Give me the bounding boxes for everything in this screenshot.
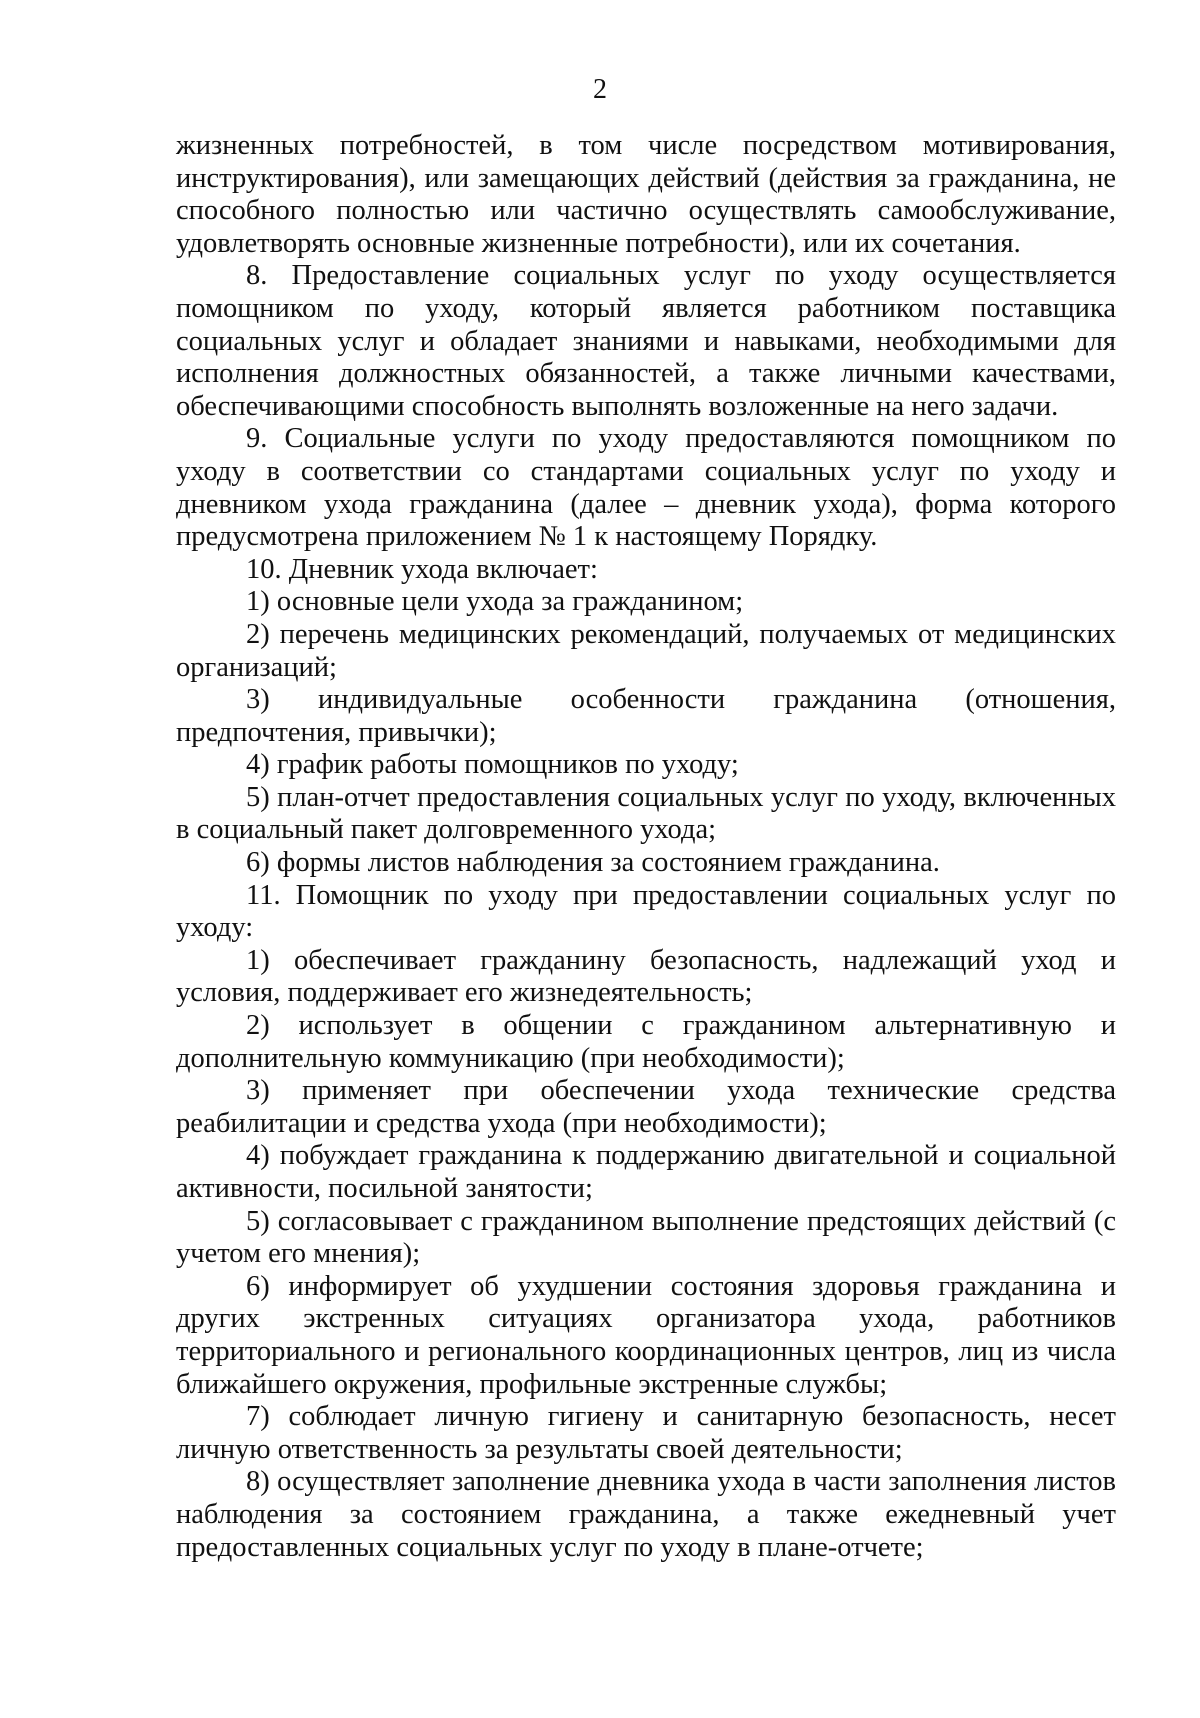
assistant-duty-3: 3) применяет при обеспечении ухода технические средства реабилитации и средства ухода (при необходимости); [176,1075,1116,1139]
paragraph-item-8: 8. Предоставление социальных услуг по уходу осуществляется помощником по уходу, который является работником поставщика социальных услуг и обладает знаниями и навыками, необходимыми для исполнения должностных обязанностей, а также личными качествами, обеспечивающими способность выполнять возложенные на него задачи. [176,260,1116,422]
paragraph-item-10: 10. Дневник ухода включает: [246,553,598,585]
assistant-duty-8: 8) осуществляет заполнение дневника ухода в части заполнения листов наблюдения за состоянием гражданина, а также ежедневный учет предоставленных социальных услуг по уходу в плане-отчете; [176,1466,1116,1563]
diary-subitem-6: 6) формы листов наблюдения за состоянием гражданина. [246,847,940,879]
diary-subitem-5: 5) план-отчет предоставления социальных услуг по уходу, включенных в социальный пакет долговременного ухода; [176,781,1116,846]
paragraph-item-9: 9. Социальные услуги по уходу предоставляются помощником по уходу в соответствии со стандартами социальных услуг по уходу и дневником ухода гражданина (далее – дневник ухода), форма которого предусмотрена приложением № 1 к настоящему Порядку. [176,423,1116,553]
diary-subitem-1: 1) основные цели ухода за гражданином; [246,586,744,618]
assistant-duty-6: 6) информирует об ухудшении состояния здоровья гражданина и других экстренных ситуациях организатора ухода, работников территориального и регионального координационных центров, лиц из числа ближайшего окружения, профильные экстренные службы; [176,1270,1116,1400]
diary-subitem-3: 3) индивидуальные особенности гражданина (отношения, предпочтения, привычки); [176,684,1116,748]
diary-subitem-4: 4) график работы помощников по уходу; [246,749,739,781]
assistant-duty-1: 1) обеспечивает гражданину безопасность, надлежащий уход и условия, поддерживает его жизнедеятельность; [176,944,1116,1009]
assistant-duty-7: 7) соблюдает личную гигиену и санитарную безопасность, несет личную ответственность за результаты своей деятельности; [176,1401,1116,1465]
paragraph-item-11: 11. Помощник по уходу при предоставлении социальных услуг по уходу: [176,879,1116,944]
diary-subitem-2: 2) перечень медицинских рекомендаций, получаемых от медицинских организаций; [176,618,1116,683]
assistant-duty-2: 2) использует в общении с гражданином альтернативную и дополнительную коммуникацию (при необходимости); [176,1010,1116,1074]
assistant-duty-5: 5) согласовывает с гражданином выполнение предстоящих действий (с учетом его мнения); [176,1205,1116,1270]
document-body [176,130,1116,1564]
page-number: 2 [593,74,607,105]
assistant-duty-4: 4) побуждает гражданина к поддержанию двигательной и социальной активности, посильной занятости; [176,1140,1116,1204]
paragraph-continuation: жизненных потребностей, в том числе посредством мотивирования, инструктирования), или замещающих действий (действия за гражданина, не способного полностью или частично осуществлять самообслуживание, удовлетворять основные жизненные потребности), или их сочетания. [176,130,1116,259]
